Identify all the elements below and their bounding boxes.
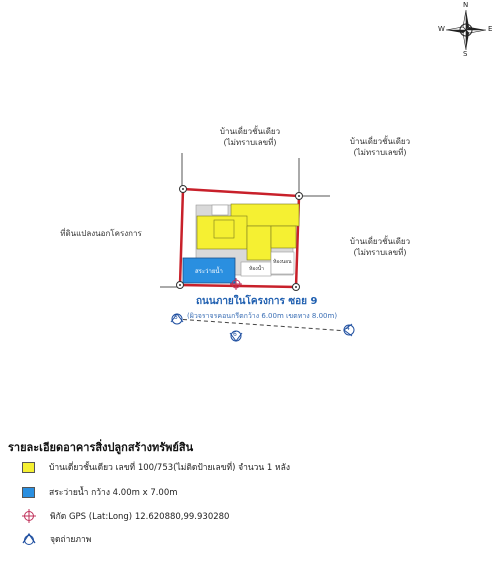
neighbor-top-right-line2: (ไม่ทราบเลขที่) [353,148,407,157]
photo-point-icon [22,532,36,546]
legend-item-house [22,459,290,475]
room-label-1: ห้องน้ำ [249,266,264,272]
legend-pool-text: สระว่ายน้ำ กว้าง 4.00m x 7.00m [49,488,178,498]
house-block-5 [214,220,234,238]
legend-item-pool [22,484,178,500]
neighbor-right-line1: บ้านเดี่ยวชั้นเดียว [349,237,411,246]
room-label-2: ห้องนอน [273,259,292,265]
legend-gps-text: พิกัด GPS (Lat:Long) 12.620880,99.930280 [50,512,230,522]
room-white-1 [212,205,228,215]
road-detail: (ผิวจราจรคอนกรีตกว้าง 6.00m เขตทาง 8.00m) [187,312,338,320]
pool-swatch-icon [22,487,35,498]
photo-point-6-label: 6 [233,331,237,338]
photo-point-4-label: 4 [346,325,350,332]
neighbor-top-right-line1: บ้านเดี่ยวชั้นเดียว [349,137,411,146]
pool-label: สระว่ายน้ำ [195,268,223,275]
gps-crosshair-icon [22,509,36,523]
photo-point-5-label: 5 [174,314,178,321]
legend-photo-text: จุดถ่ายภาพ [50,535,92,545]
compass-n: N [463,1,469,9]
legend-item-photo [22,531,91,547]
house-block-3 [247,226,271,260]
house-swatch-icon [22,462,35,473]
compass-e: E [488,25,493,33]
legend-house-text: บ้านเดี่ยวชั้นเดียว เลขที่ 100/753(ไม่ติดป้ายเลขที่) จำนวน 1 หลัง [49,463,291,473]
neighbor-right-line2: (ไม่ทราบเลขที่) [353,248,407,257]
road-name: ถนนภายในโครงการ ซอย 9 [196,296,318,307]
legend-title: รายละเอียดอาคารสิ่งปลูกสร้างทรัพย์สิน [8,441,194,454]
legend-item-gps [22,508,229,524]
neighbor-left-line1: ที่ดินแปลงนอกโครงการ [60,229,142,238]
compass-s: S [463,50,468,58]
neighbor-top-center-line2: (ไม่ทราบเลขที่) [223,138,277,147]
house-block-4 [271,226,296,248]
compass-w: W [438,25,445,33]
neighbor-top-center-line1: บ้านเดี่ยวชั้นเดียว [219,127,281,136]
